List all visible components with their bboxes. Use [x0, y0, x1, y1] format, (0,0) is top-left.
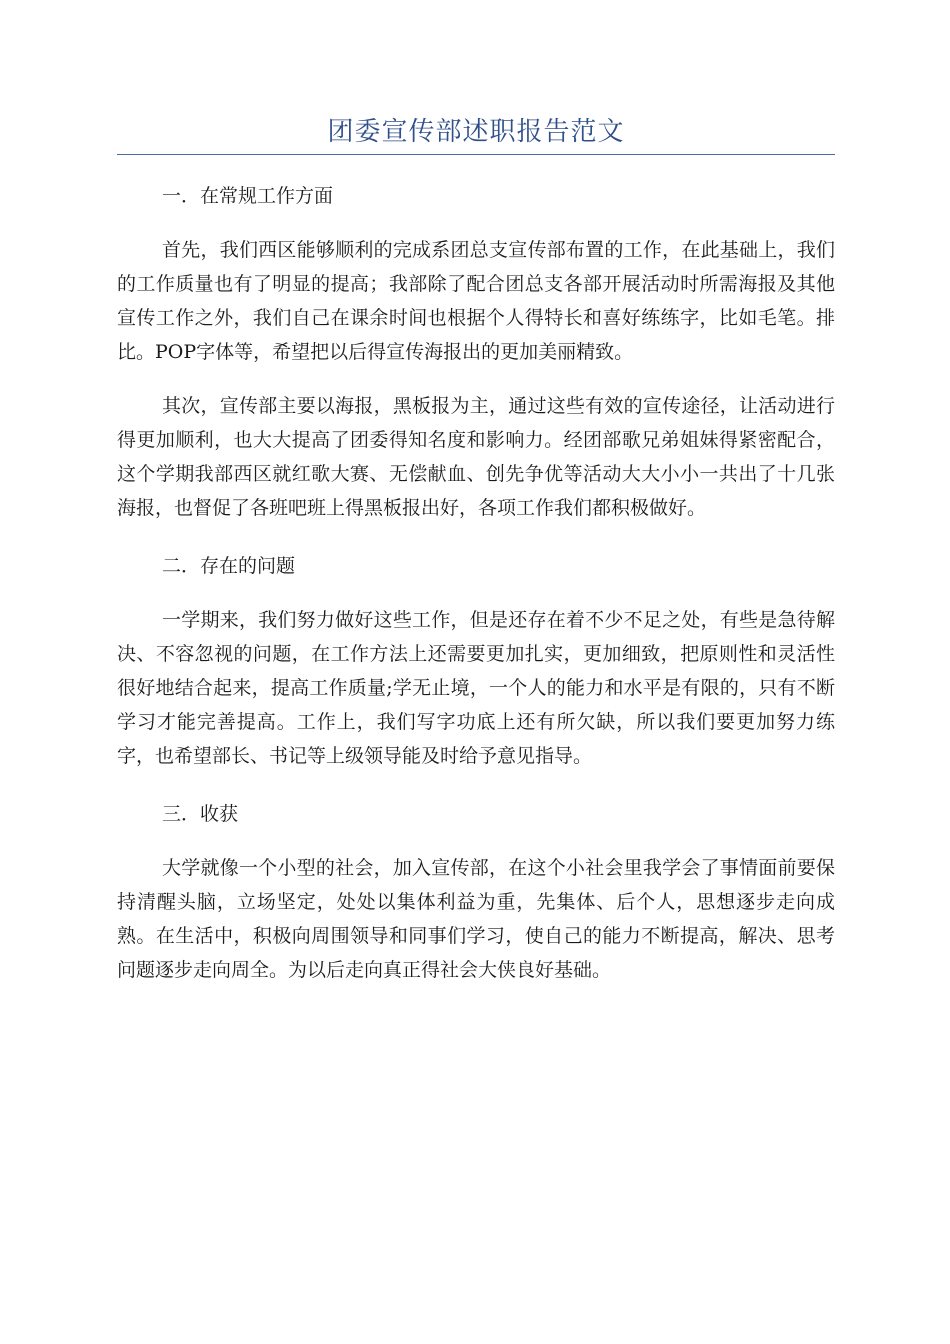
document-title: 团委宣传部述职报告范文: [327, 117, 625, 147]
paragraph: 其次，宣传部主要以海报，黑板报为主，通过这些有效的宣传途径，让活动进行得更加顺利，也大大提高了团委得知名度和影响力。经团部歌兄弟姐妹得紧密配合，这个学期我部西区就红歌大赛、无偿献血、创先争优等活动大大小小一共出了十几张海报，也督促了各班吧班上得黑板报出好，各项工作我们都积极做好。: [117, 395, 835, 519]
section-3: [117, 797, 835, 987]
section-heading: 三．收获: [162, 803, 239, 825]
paragraph: 首先，我们西区能够顺利的完成系团总支宣传部布置的工作，在此基础上，我们的工作质量也有了明显的提高；我部除了配合团总支各部开展活动时所需海报及其他宣传工作之外，我们自己在课余时间也根据个人得特长和喜好练练字，比如毛笔。排比。POP字体等，希望把以后得宣传海报出的更加美丽精致。: [117, 239, 835, 363]
section-heading: 二．存在的问题: [162, 555, 296, 577]
title-underline: [117, 154, 835, 155]
document-page: [117, 112, 835, 987]
paragraph: 大学就像一个小型的社会，加入宣传部，在这个小社会里我学会了事情面前要保持清醒头脑，立场坚定，处处以集体利益为重，先集体、后个人，思想逐步走向成熟。在生活中，积极向周围领导和同事们学习，使自己的能力不断提高，解决、思考问题逐步走向周全。为以后走向真正得社会大侠良好基础。: [117, 857, 835, 981]
paragraph: 一学期来，我们努力做好这些工作，但是还存在着不少不足之处，有些是急待解决、不容忽视的问题，在工作方法上还需要更加扎实，更加细致，把原则性和灵活性很好地结合起来，提高工作质量;学无止境，一个人的能力和水平是有限的，只有不断学习才能完善提高。工作上，我们写字功底上还有所欠缺，所以我们要更加努力练字，也希望部长、书记等上级领导能及时给予意见指导。: [117, 609, 835, 767]
section-2: [117, 549, 835, 773]
section-heading: 一．在常规工作方面: [162, 185, 334, 207]
section-1: [117, 179, 835, 525]
